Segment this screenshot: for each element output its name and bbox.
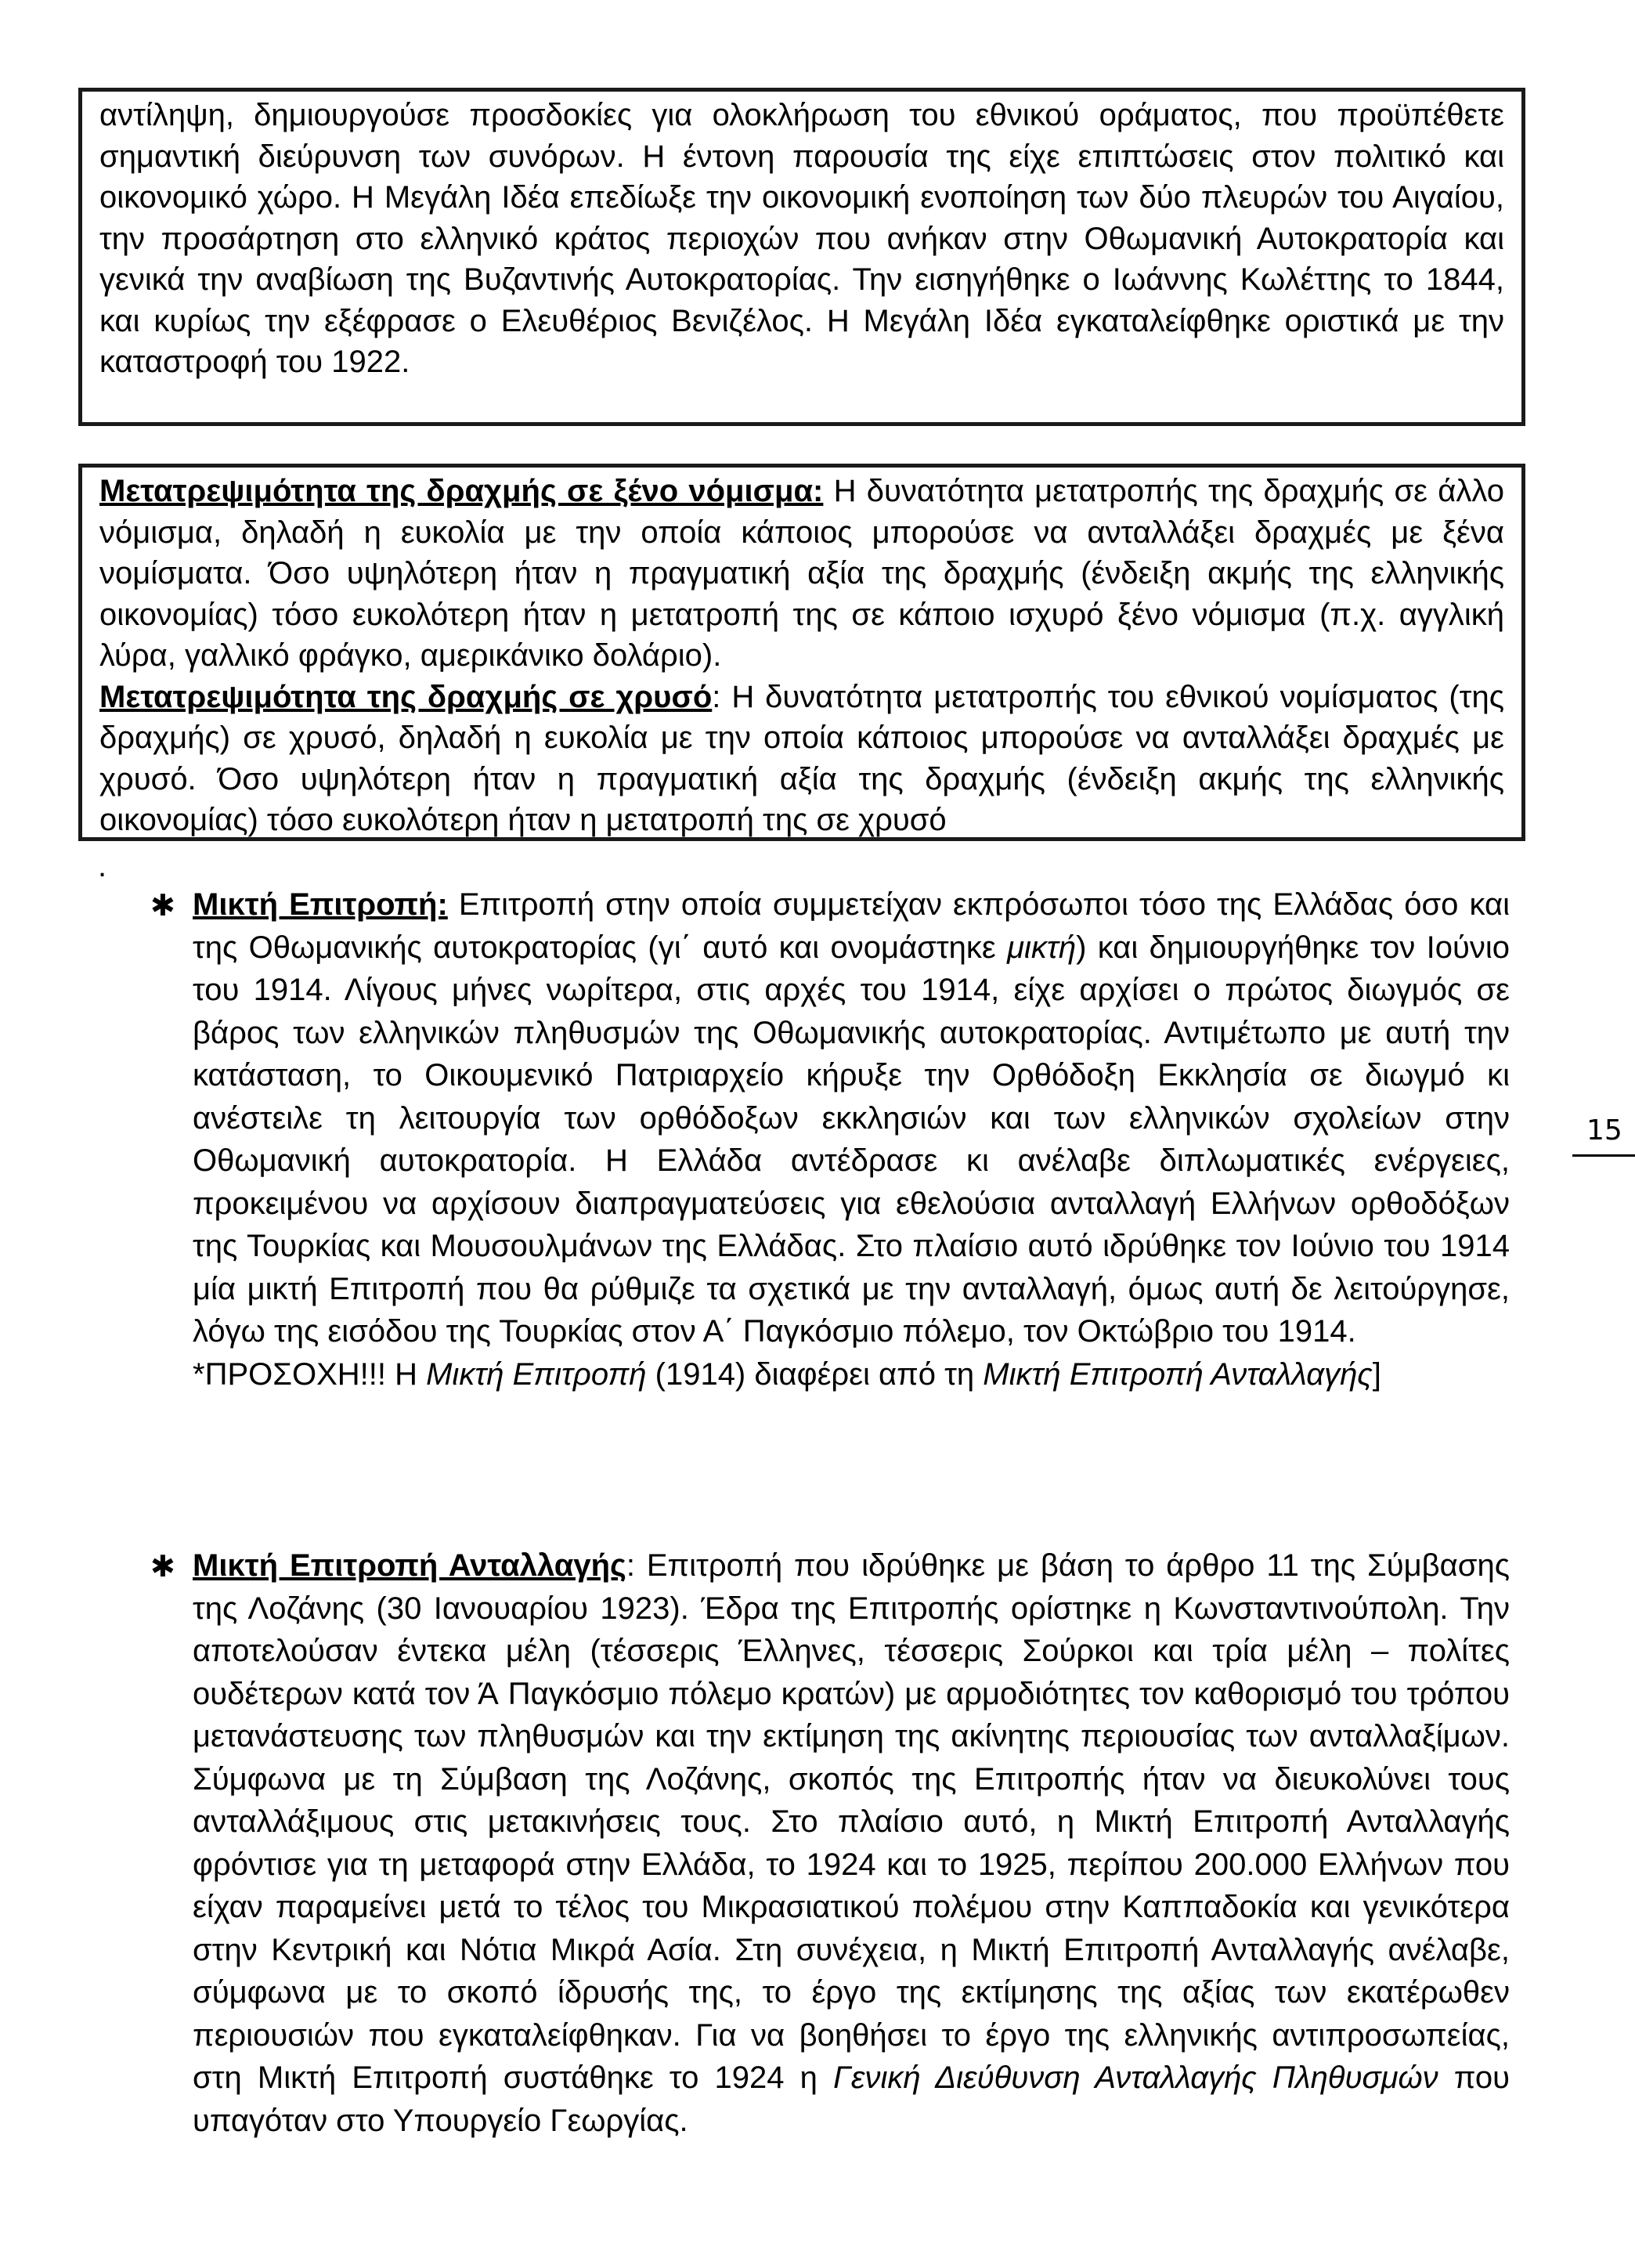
note-italic-1: Μικτή Επιτροπή	[426, 1356, 647, 1392]
term-convertibility-gold: Μετατρεψιμότητα της δραχμής σε χρυσό	[99, 679, 713, 714]
term-convertibility-foreign: Μετατρεψιμότητα της δραχμής σε ξένο νόμισμα:	[99, 474, 824, 508]
mixed-committee-paragraph	[193, 883, 1510, 1353]
note-italic-2: Μικτή Επιτροπή Ανταλλαγής	[983, 1356, 1373, 1392]
entry-mixed-exchange-committee	[150, 1544, 1510, 2142]
megali-idea-text: αντίληψη, δημιουργούσε προσδοκίες για ολοκλήρωση του εθνικού οράματος, που προϋπέθετε σημαντική διεύρυνση των συνόρων. Η έντονη παρουσία της είχε επιπτώσεις στον πολιτικό και οικονομικό χώρο. Η Μεγάλη Ιδέα επεδίωξε την οικονομική ενοποίηση των δύο πλευρών του Αιγαίου, την προσάρτηση στο ελληνικό κράτος περιοχών που ανήκαν στην Οθωμανική Αυτοκρατορία και γενικά την αναβίωση της Βυζαντινής Αυτοκρατορίας. Την εισηγήθηκε ο Ιωάννης Κωλέττης το 1844, και κυρίως την εξέφρασε ο Ελευθέριος Βενιζέλος. Η Μεγάλη Ιδέα εγκαταλείφθηκε οριστικά με την καταστροφή του 1922.	[99, 98, 1504, 379]
mixed-committee-text-a: Επιτροπή στην οποία συμμετείχαν εκπρόσωποι τόσο της Ελλάδας όσο και της Οθωμανικής αυτοκρατορίας (γι΄ αυτό και ονομάστηκε	[193, 887, 1510, 965]
stray-period: .	[98, 849, 107, 883]
convertibility-foreign-text: Η δυνατότητα μετατροπής της δραχμής σε άλλο νόμισμα, δηλαδή η ευκολία με την οποία κάποιος μπορούσε να ανταλλάξει δραχμές με ξένα νομίσματα. Όσο υψηλότερη ήταν η πραγματική αξία της δραχμής (ένδειξη ακμής της ελληνικής οικονομίας) τόσο ευκολότερη ήταν η μετατροπή της σε κάποιο ισχυρό ξένο νόμισμα (π.χ. αγγλική λύρα, γαλλικό φράγκο, αμερικάνικο δολάριο).	[99, 474, 1504, 673]
mixed-committee-italic: μικτή	[1007, 930, 1077, 965]
page-number: 15	[1586, 1114, 1622, 1147]
page-number-rule	[1572, 1154, 1635, 1157]
convertibility-gold-paragraph	[99, 677, 1504, 841]
exchange-committee-text-b: που υπαγόταν στο Υπουργείο Γεωργίας.	[193, 2060, 1510, 2138]
term-mixed-committee: Μικτή Επιτροπή:	[193, 887, 448, 922]
note-text-b: (1914) διαφέρει από τη	[646, 1356, 984, 1392]
exchange-committee-paragraph	[193, 1544, 1510, 2142]
entry-mixed-committee	[150, 883, 1510, 1396]
asterisk-bullet-icon: ✱	[150, 1551, 175, 1584]
definition-box-megali-idea	[78, 88, 1525, 426]
convertibility-gold-text: : Η δυνατότητα μετατροπής του εθνικού νομίσματος (της δραχμής) σε χρυσό, δηλαδή η ευκολία με την οποία κάποιος μπορούσε να ανταλλάξει δραχμές με χρυσό. Όσο υψηλότερη ήταν η πραγματική αξία της δραχμής (ένδειξη ακμής της ελληνικής οικονομίας) τόσο ευκολότερη ήταν η μετατροπή της σε χρυσό	[99, 679, 1505, 837]
note-text-c: ]	[1372, 1356, 1381, 1392]
mixed-committee-text-b: ) και δημιουργήθηκε τον Ιούνιο του 1914. Λίγους μήνες νωρίτερα, στις αρχές του 1914, είχε αρχίσει ο πρώτος διωγμός σε βάρος των ελληνικών πληθυσμών της Οθωμανικής αυτοκρατορίας. Αντιμέτωπο με αυτή την κατάσταση, το Οικουμενικό Πατριαρχείο κήρυξε την Ορθόδοξη Εκκλησία σε διωγμό κι ανέστειλε τη λειτουργία των ορθόδοξων εκκλησιών και των ελληνικών σχολείων στην Οθωμανική αυτοκρατορία. Η Ελλάδα αντέδρασε κι ανέλαβε διπλωματικές ενέργειες, προκειμένου να αρχίσουν διαπραγματεύσεις για εθελούσια ανταλλαγή Ελλήνων ορθοδόξων της Τουρκίας και Μουσουλμάνων της Ελλάδας. Στο πλαίσιο αυτό ιδρύθηκε τον Ιούνιο του 1914 μία μικτή Επιτροπή που θα ρύθμιζε τα σχετικά με την ανταλλαγή, όμως αυτή δε λειτούργησε, λόγω της εισόδου της Τουρκίας στον Α΄ Παγκόσμιο πόλεμο, τον Οκτώβριο του 1914.	[193, 930, 1510, 1349]
asterisk-bullet-icon: ✱	[150, 890, 175, 923]
term-mixed-exchange-committee: Μικτή Επιτροπή Ανταλλαγής	[193, 1548, 626, 1583]
convertibility-foreign-paragraph	[99, 471, 1504, 677]
definition-box-convertibility	[78, 464, 1525, 841]
exchange-committee-italic: Γενική Διεύθυνση Ανταλλαγής Πληθυσμών	[833, 2060, 1438, 2095]
exchange-committee-text-a: : Επιτροπή που ιδρύθηκε με βάση το άρθρο 11 της Σύμβασης της Λοζάνης (30 Ιανουαρίου 1923). Έδρα της Επιτροπής ορίστηκε η Κωνσταντινούπολη. Την αποτελούσαν έντεκα μέλη (τέσσερις Έλληνες, τέσσερις Σούρκοι και τρία μέλη – πολίτες ουδέτερων κατά τον Ά Παγκόσμιο πόλεμο κρατών) με αρμοδιότητες τον καθορισμό του τρόπου μετανάστευσης των πληθυσμών και την εκτίμηση της ακίνητης περιουσίας των ανταλλαξίμων. Σύμφωνα με τη Σύμβαση της Λοζάνης, σκοπός της Επιτροπής ήταν να διευκολύνει τους ανταλλάξιμους στις μετακινήσεις τους. Στο πλαίσιο αυτό, η Μικτή Επιτροπή Ανταλλαγής φρόντισε για τη μεταφορά στην Ελλάδα, το 1924 και το 1925, περίπου 200.000 Ελλήνων που είχαν παραμείνει μετά το τέλος του Μικρασιατικού πολέμου στην Καππαδοκία και γενικότερα στην Κεντρική και Νότια Μικρά Ασία. Στη συνέχεια, η Μικτή Επιτροπή Ανταλλαγής ανέλαβε, σύμφωνα με το σκοπό ίδρυσής της, το έργο της εκτίμησης της αξίας των εκατέρωθεν περιουσιών που εγκαταλείφθηκαν. Για να βοηθήσει το έργο της ελληνικής αντιπροσωπείας, στη Μικτή Επιτροπή συστάθηκε το 1924 η	[193, 1548, 1510, 2095]
note-text-a: *ΠΡΟΣΟΧΗ!!! Η	[193, 1356, 427, 1392]
attention-note	[193, 1353, 1510, 1396]
